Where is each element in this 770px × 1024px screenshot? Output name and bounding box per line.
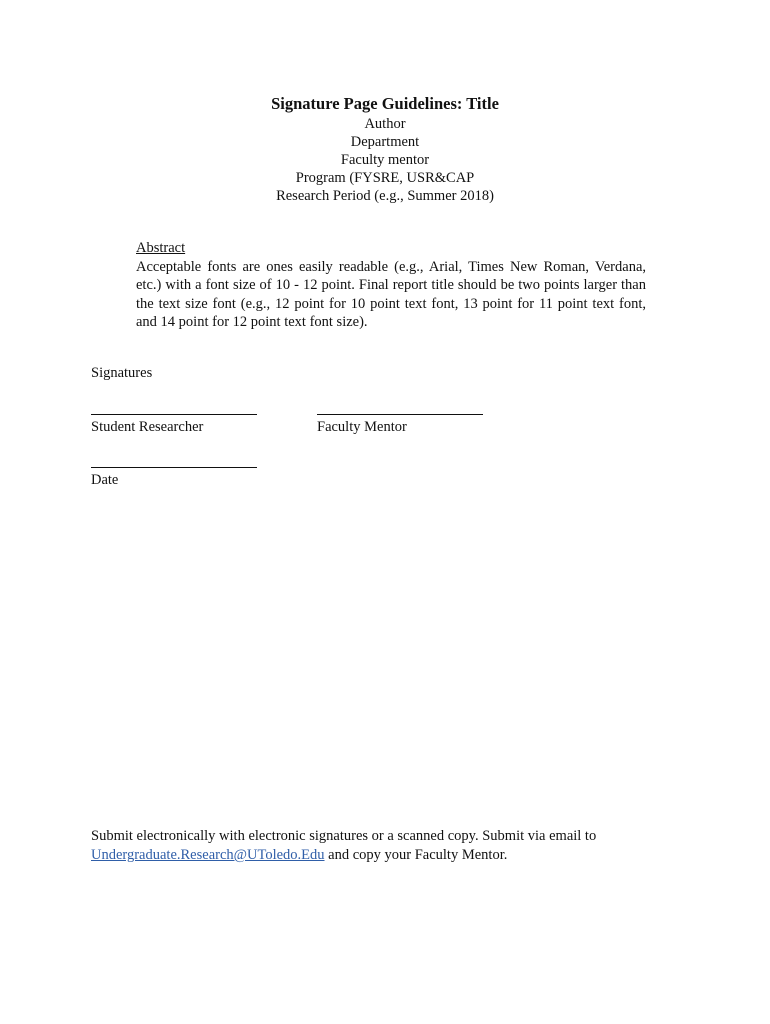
student-researcher-label: Student Researcher xyxy=(91,419,204,435)
document-header xyxy=(0,93,770,205)
faculty-signature-line[interactable] xyxy=(317,414,483,415)
author-line: Author xyxy=(364,116,406,132)
program-line: Program (FYSRE, USR&CAP xyxy=(295,170,475,186)
abstract-section xyxy=(136,239,646,332)
submission-text: Submit electronically with electronic signatures or a scanned copy. Submit via email to xyxy=(91,828,597,844)
faculty-mentor-label: Faculty Mentor xyxy=(317,419,407,435)
abstract-heading: Abstract xyxy=(136,240,186,256)
department-line: Department xyxy=(350,134,420,150)
submission-text-after: and copy your Faculty Mentor. xyxy=(324,847,508,863)
email-link[interactable]: Undergraduate.Research@UToledo.Edu xyxy=(91,847,325,863)
faculty-mentor-line: Faculty mentor xyxy=(340,152,430,168)
signatures-heading: Signatures xyxy=(91,365,153,381)
date-label: Date xyxy=(91,472,119,488)
date-line[interactable] xyxy=(91,467,257,468)
submission-email-line xyxy=(91,846,691,865)
date-signature-block xyxy=(91,467,257,489)
page-title: Signature Page Guidelines: Title xyxy=(271,94,499,113)
faculty-signature-block xyxy=(317,414,483,436)
student-signature-block xyxy=(91,414,257,436)
student-signature-line[interactable] xyxy=(91,414,257,415)
research-period-line: Research Period (e.g., Summer 2018) xyxy=(276,188,494,204)
submission-instructions xyxy=(91,827,691,865)
abstract-body: Acceptable fonts are ones easily readable (e.g., Arial, Times New Roman, Verdana, etc.) with a font size of 10 - 12 point. Final report title should be two points larger than the text size font (e.g., 12 point for 10 point text font, 13 point for 11 point text font, and 14 point for 12 point text font size). xyxy=(136,258,646,330)
